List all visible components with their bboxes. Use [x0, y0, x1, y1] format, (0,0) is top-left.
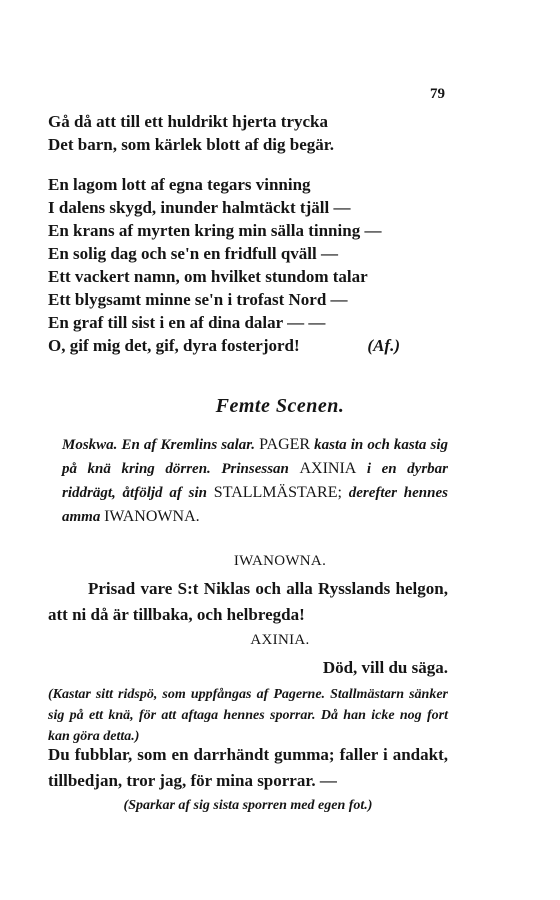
- verse-line: Ett vackert namn, om hvilket stundom talar: [48, 267, 368, 286]
- speaker-name: AXINIA.: [250, 632, 310, 648]
- dialogue-text: Prisad vare S:t Niklas och alla Rysslands helgon, att ni då är tillbaka, och helbregda!: [48, 579, 448, 624]
- setting-text: Moskwa. En af Kremlins salar.: [62, 437, 256, 453]
- character-name: STALLMÄSTARE;: [213, 484, 342, 501]
- verse-line: Det barn, som kärlek blott af dig begär.: [48, 135, 335, 154]
- exit-direction: (Af.): [367, 336, 400, 355]
- character-name: AXINIA: [299, 460, 357, 477]
- direction-text: i en dyrbar riddrägt, åtföljd af sin: [62, 461, 449, 501]
- verse-line-final: [48, 334, 400, 357]
- verse-line: En lagom lott af egna tegars vinning: [48, 175, 311, 194]
- dialogue-text: Död, vill du säga.: [322, 658, 448, 677]
- verse-line: En graf till sist i en af dina dalar — —: [48, 313, 326, 332]
- stage-direction: (Sparkar af sig sista sporren med egen fot.): [123, 798, 373, 813]
- stage-direction: (Kastar sitt ridspö, som uppfångas af Pagerne. Stallmästarn sänker sig på ett knä, för att aftaga hennes sporrar. Då han icke nog fort kan göra detta.): [48, 687, 448, 744]
- verse-line: I dalens skygd, inunder halmtäckt tjäll —: [48, 198, 351, 217]
- direction-text: derefter hennes amma: [62, 485, 448, 525]
- direction-text: kasta in och kasta sig på knä kring dörren. Prinsessan: [62, 437, 449, 477]
- scene-heading: Femte Scenen.: [215, 395, 345, 417]
- page-number: 79: [430, 86, 445, 102]
- final-verse-text: O, gif mig det, gif, dyra fosterjord!: [48, 336, 300, 355]
- verse-line: Gå då att till ett huldrikt hjerta trycka: [48, 112, 328, 131]
- verse-stanza-1: [48, 110, 448, 156]
- dialogue-text: Du fubblar, som en darrhändt gumma; faller i andakt, tillbedjan, tror jag, för mina sporrar. —: [48, 745, 448, 790]
- scene-stage-direction: [62, 433, 448, 529]
- verse-stanza-2: [48, 173, 448, 357]
- speaker-name: IWANOWNA.: [233, 553, 327, 569]
- verse-line: En solig dag och se'n en fridfull qväll —: [48, 244, 338, 263]
- verse-line: En krans af myrten kring min sälla tinning —: [48, 221, 382, 240]
- verse-line: Ett blygsamt minne se'n i trofast Nord —: [48, 290, 348, 309]
- character-name: PAGER: [259, 436, 311, 453]
- character-name: IWANOWNA.: [104, 508, 200, 525]
